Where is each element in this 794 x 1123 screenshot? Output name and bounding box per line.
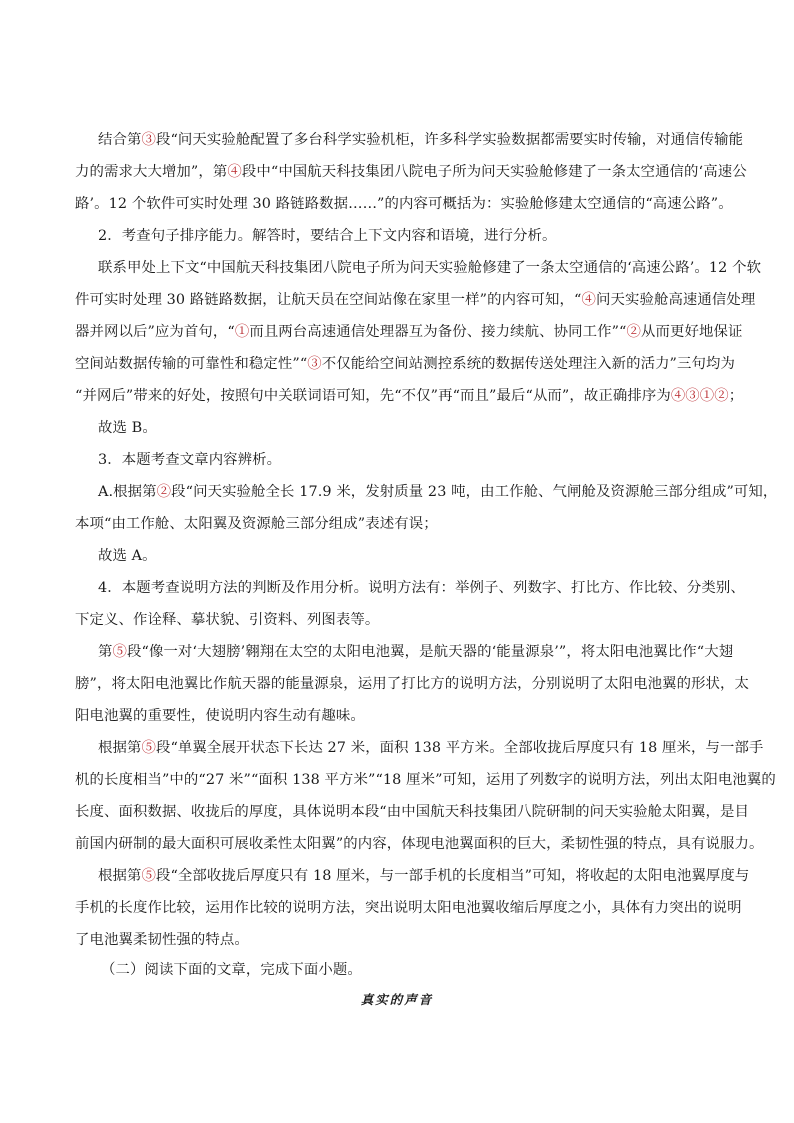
p10-line3: 长度、面积数据、收拢后的厚度，具体说明本段“由中国航天科技集团八院研制的问天实验舱太阳翼，是目 — [75, 804, 750, 820]
p9-line3: 阳电池翼的重要性，使说明内容生动有趣味。 — [75, 708, 365, 724]
p3-line4 — [75, 354, 735, 374]
text: 段“全部收拢后厚度只有 18 厘米，与一部手机的长度相当”可知，将收起的太阳电池翼厚度与 — [155, 868, 750, 884]
p4-line1: 故选 B。 — [98, 420, 157, 436]
p6-line1 — [98, 482, 777, 502]
p1-line1 — [98, 130, 743, 150]
p11-line2: 手机的长度作比较，运用作比较的说明方法，突出说明太阳电池翼收缩后厚度之小，具体有力突出的说明 — [75, 900, 742, 916]
p7-line1: 故选 A。 — [98, 548, 157, 564]
p10-line4: 前国内研制的最大面积可展收柔性太阳翼”的内容，体现电池翼面积的巨大，柔韧性强的特点，具有说服力。 — [75, 836, 764, 852]
text: 段“问天实验舱全长 17.9 米，发射质量 23 吨，由工作舱、气闸舱及资源舱三部分组成”可知， — [171, 484, 778, 500]
circled-number: ⑤ — [112, 644, 127, 660]
p3-line5 — [75, 386, 743, 406]
circled-number: ③ — [307, 356, 322, 372]
article-title: 真实的声音 — [360, 992, 434, 1007]
p9-line2: 膀”，将太阳电池翼比作航天器的能量源泉，运用了打比方的说明方法，分别说明了太阳电池翼的形状，太 — [75, 676, 750, 692]
text: 段“问天实验舱配置了多台科学实验机柜，许多科学实验数据都需要实时传输，对通信传输能 — [155, 132, 744, 148]
circled-number: ④ — [581, 292, 596, 308]
circled-number: ② — [626, 324, 642, 340]
text: 空间站数据传输的可靠性和稳定性”“ — [75, 356, 308, 372]
p5-line1: 3．本题考查文章内容辨析。 — [98, 452, 282, 468]
answer-sequence: ④③①② — [670, 388, 729, 404]
text: 力的需求大大增加”，第 — [75, 164, 228, 180]
text: 而且两台高速通信处理器互为备份、接力续航、协同工作”“ — [249, 324, 627, 340]
text: 第 — [98, 644, 113, 660]
text: 段中“中国航天科技集团八院电子所为问天实验舱修建了一条太空通信的‘高速公 — [241, 164, 747, 180]
text: 段“像一对‘大翅膀’翱翔在太空的太阳电池翼，是航天器的‘能量源泉’”，将太阳电池翼比作“大翅 — [127, 644, 734, 660]
text: 不仅能给空间站测控系统的数据传送处理注入新的活力”三句均为 — [321, 356, 735, 372]
p1-line3: 路’。12 个软件可实时处理 30 路链路数据……”的内容可概括为：实验舱修建太空通信的“高速公路”。 — [75, 196, 733, 212]
text: A.根据第 — [98, 484, 157, 500]
p10-line2: 机的长度相当”中的“27 米”“面积 138 平方米”“18 厘米”可知，运用了列数字的说明方法，列出太阳电池翼的 — [75, 772, 776, 788]
text: “并网后”带来的好处，按照句中关联词语可知，先“不仅”再“而且”最后“从而”，故正确排序为 — [75, 388, 671, 404]
text: 段“单翼全展开状态下长达 27 米，面积 138 平方米。全部收拢后厚度只有 18 厘米，与一部手 — [155, 740, 764, 756]
p2-line1: 2．考查句子排序能力。解答时，要结合上下文内容和语境，进行分析。 — [98, 228, 557, 244]
text: ； — [728, 388, 744, 404]
p8-line1: 4．本题考查说明方法的判断及作用分析。说明方法有：举例子、列数字、打比方、作比较、分类别、 — [98, 580, 745, 596]
p8-line2: 下定义、作诠释、摹状貌、引资料、列图表等。 — [75, 612, 380, 628]
circled-number: ③ — [141, 132, 156, 148]
p1-line2 — [75, 162, 747, 182]
text: 问天实验舱高速通信处理 — [595, 292, 756, 308]
section-heading: （二）阅读下面的文章，完成下面小题。 — [101, 962, 362, 978]
text: 根据第 — [98, 740, 142, 756]
p3-line2 — [75, 290, 755, 310]
p3-line3 — [75, 322, 742, 342]
p10-line1 — [98, 738, 763, 758]
text: 从而更好地保证 — [641, 324, 743, 340]
p11-line3: 了电池翼柔韧性强的特点。 — [75, 932, 249, 948]
circled-number: ⑤ — [141, 868, 156, 884]
circled-number: ② — [156, 484, 172, 500]
p3-line1: 联系甲处上下文“中国航天科技集团八院电子所为问天实验舱修建了一条太空通信的‘高速公路’。12 个软 — [98, 260, 762, 276]
circled-number: ① — [234, 324, 250, 340]
p11-line1 — [98, 866, 749, 886]
p6-line2: 本项“由工作舱、太阳翼及资源舱三部分组成”表述有误； — [75, 516, 438, 532]
text: 件可实时处理 30 路链路数据，让航天员在空间站像在家里一样”的内容可知，“ — [75, 292, 582, 308]
circled-number: ④ — [227, 164, 242, 180]
text: 根据第 — [98, 868, 142, 884]
p9-line1 — [98, 642, 733, 662]
circled-number: ⑤ — [141, 740, 156, 756]
text: 器并网以后”应为首句，“ — [75, 324, 235, 340]
text: 结合第 — [98, 132, 142, 148]
